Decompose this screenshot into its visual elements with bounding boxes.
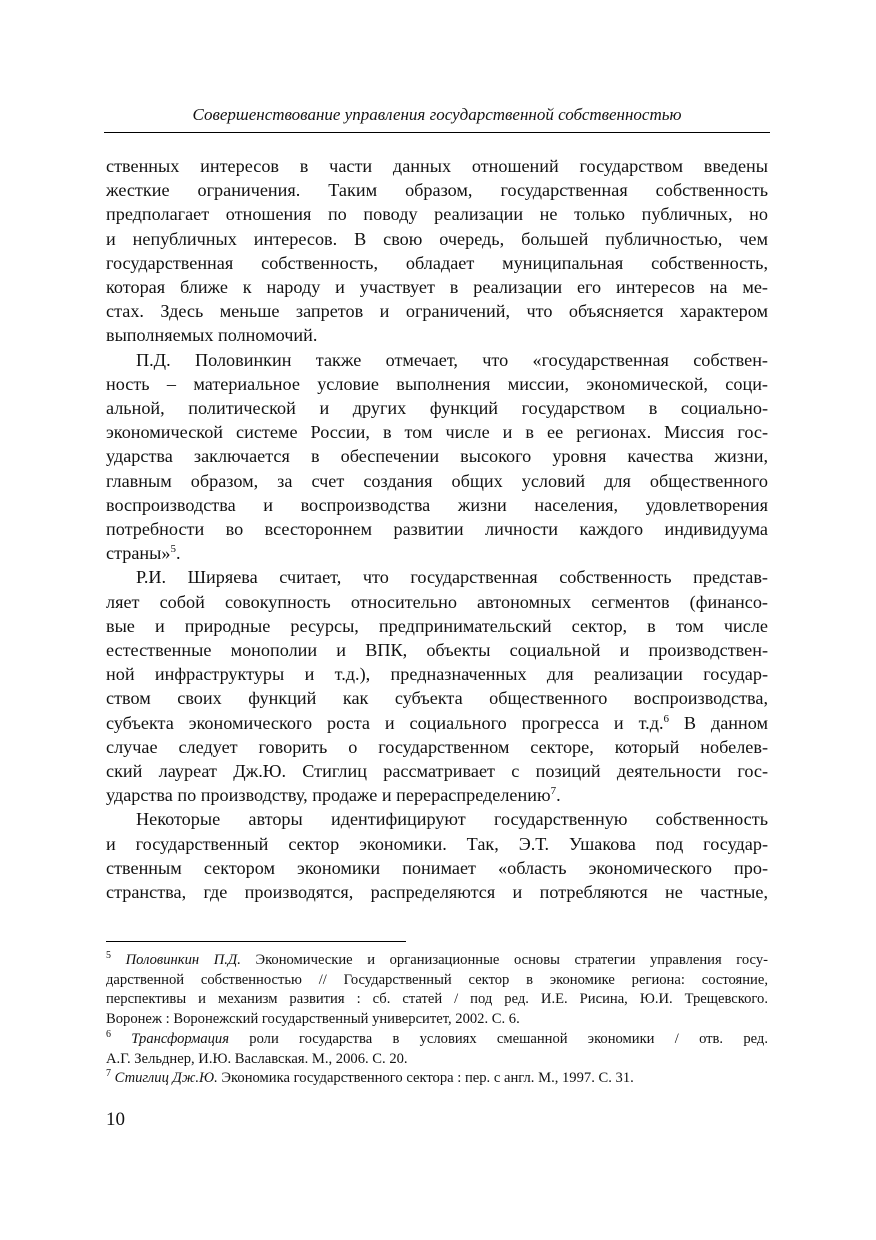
text-line: естественные монополии и ВПК, объекты социальной и производствен- xyxy=(106,640,768,661)
text-line: ственных интересов в части данных отношений государством введены xyxy=(106,156,768,176)
text-line: государственная собственность, обладает муниципальная собственность, xyxy=(106,252,768,273)
text-line: странства, где производятся, распределяются и потребляются не частные, xyxy=(106,882,768,903)
text-line: ударства заключается в обеспечении высокого уровня качества жизни, xyxy=(106,446,768,467)
text-line: экономической системе России, в том числе и в ее регионах. Миссия гос- xyxy=(106,422,768,443)
footnote-number: 6 xyxy=(106,1028,111,1040)
footnote-number: 7 xyxy=(106,1068,111,1080)
footnote-number: 5 xyxy=(106,950,111,961)
footnote-text: дарственной собственностью // Государственный сектор в экономике региона: состояние, xyxy=(106,971,768,988)
text-line xyxy=(106,711,768,735)
text-line: вые и природные ресурсы, предпринимательский сектор, в том числе xyxy=(106,615,768,636)
text-line: жесткие ограничения. Таким образом, государственная собственность xyxy=(106,180,768,201)
footnote-text: перспективы и механизм развития : сб. статей / под ред. И.Е. Рисина, Ю.И. Трещевского. xyxy=(106,991,768,1008)
text-line: альной, политической и других функций государством в социально- xyxy=(106,398,768,419)
footnote-author: Половинкин П.Д. xyxy=(125,952,241,968)
text-fragment: страны» xyxy=(106,543,171,564)
text-line: предполагает отношения по поводу реализации не только публичных, но xyxy=(106,204,768,225)
text-line: выполняемых полномочий. xyxy=(106,325,318,346)
footnote-author: Стиглиц Дж.Ю. xyxy=(114,1070,218,1087)
text-fragment: ударства по производству, продаже и перераспределению xyxy=(106,785,551,806)
text-line: ляет собой совокупность относительно автономных сегментов (финансо- xyxy=(106,591,768,612)
footnote-divider xyxy=(106,941,406,942)
page-number: 10 xyxy=(106,1109,125,1130)
footnote-ref-6[interactable]: 6 xyxy=(663,712,669,725)
text-line: стах. Здесь меньше запретов и ограничений, что объясняется характером xyxy=(106,301,768,322)
footnote-6 xyxy=(106,1030,768,1050)
footnote-7 xyxy=(106,1069,768,1089)
text-line: главным образом, за счет создания общих условий для общественного xyxy=(106,470,768,491)
text-line: Некоторые авторы идентифицируют государственную собственность xyxy=(136,809,768,830)
footnote-ref-7[interactable]: 7 xyxy=(550,785,557,798)
footnote-text: Воронеж : Воронежский государственный университет, 2002. С. 6. xyxy=(106,1011,520,1028)
running-header: Совершенствование управления государственной собственностью xyxy=(192,105,682,124)
text-line: ной инфраструктуры и т.д.), предназначенных для реализации государ- xyxy=(106,664,768,685)
text-line: которая ближе к народу и участвует в реализации его интересов на ме- xyxy=(106,277,768,298)
header-divider xyxy=(104,132,770,133)
text-line: ственным сектором экономики понимает «область экономического про- xyxy=(106,857,768,878)
text-line: случае следует говорить о государственном секторе, который нобелев- xyxy=(106,736,768,757)
footnote-author: Трансформация xyxy=(131,1030,229,1047)
footnote-text: Экономика государственного сектора : пер. с англ. М., 1997. С. 31. xyxy=(221,1070,634,1087)
text-fragment: . xyxy=(175,543,181,564)
text-line: Р.И. Ширяева считает, что государственная собственность представ- xyxy=(136,567,768,588)
text-line: ский лауреат Дж.Ю. Стиглиц рассматривает с позиций деятельности гос- xyxy=(106,761,768,782)
text-fragment: субъекта экономического роста и социального прогресса и т.д. xyxy=(106,712,664,733)
text-line xyxy=(106,541,768,565)
text-line xyxy=(106,783,768,807)
footnote-5 xyxy=(106,951,768,971)
footnote-text: Экономические и организационные основы стратегии управления госу- xyxy=(255,952,768,968)
body-text xyxy=(106,154,768,904)
text-line: потребности во всестороннем развитии личности каждого индивидуума xyxy=(106,519,768,540)
text-line: ность – материальное условие выполнения миссии, экономической, соци- xyxy=(106,373,768,394)
text-fragment: . xyxy=(556,785,561,806)
footnote-text: роли государства в условиях смешанной экономики / отв. ред. xyxy=(249,1030,768,1047)
text-line: П.Д. Половинкин также отмечает, что «государственная собствен- xyxy=(136,349,768,370)
text-line: и государственный сектор экономики. Так, Э.Т. Ушакова под государ- xyxy=(106,833,768,854)
text-line: воспроизводства и воспроизводства жизни населения, удовлетворения xyxy=(106,494,768,515)
footnote-ref-5[interactable]: 5 xyxy=(170,543,176,556)
text-line: и непубличных интересов. В свою очередь, большей публичностью, чем xyxy=(106,228,768,249)
text-fragment: В данном xyxy=(683,712,769,733)
text-line: ством своих функций как субъекта общественного воспроизводства, xyxy=(106,688,768,709)
footnote-text: А.Г. Зельднер, И.Ю. Ваславская. М., 2006. С. 20. xyxy=(106,1050,408,1067)
footnotes xyxy=(106,951,768,1089)
